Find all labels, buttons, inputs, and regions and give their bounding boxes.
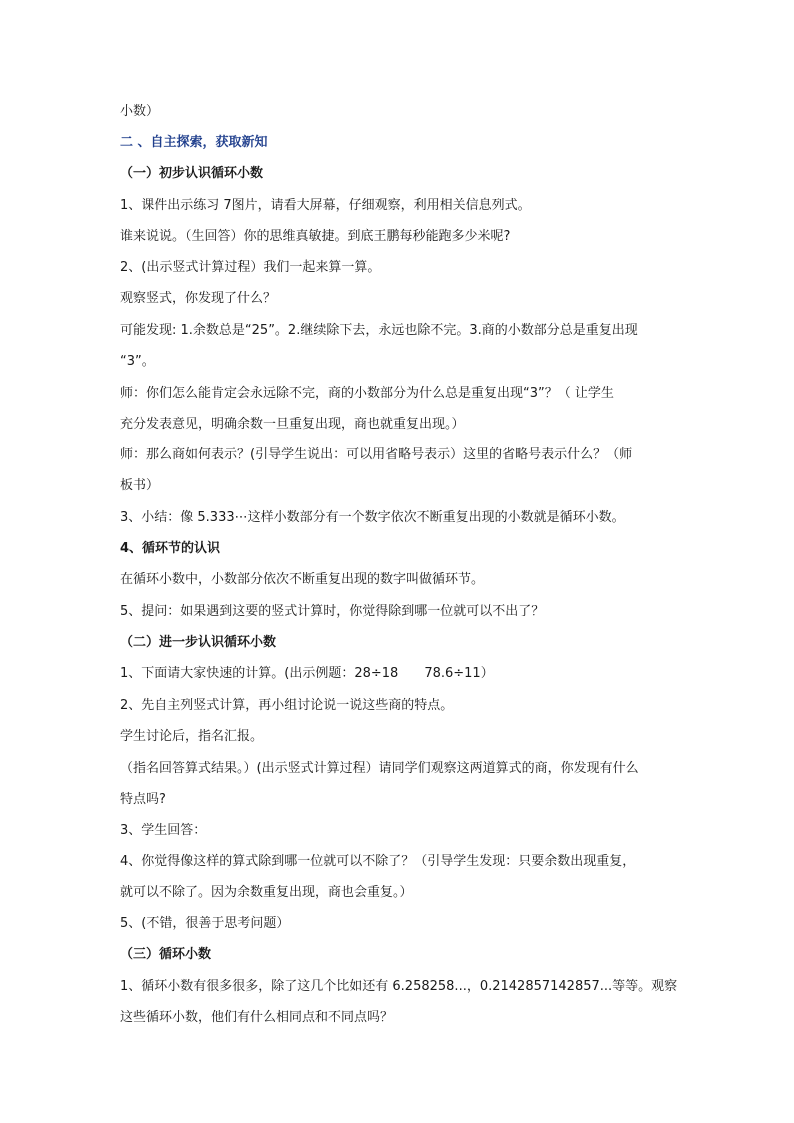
text-line: 就可以不除了。因为余数重复出现，商也会重复。） [120, 885, 413, 900]
text-line: 观察竖式，你发现了什么？ [120, 291, 277, 306]
text-line: 1、课件出示练习 7图片，请看大屏幕，仔细观察，利用相关信息列式。 [120, 198, 531, 213]
text-line: 板书） [120, 478, 160, 493]
text-line: （指名回答算式结果。）(出示竖式计算过程）请同学们观察这两道算式的商，你发现有什么 [120, 761, 639, 776]
subsection-heading: （三）循环小数 [120, 947, 212, 962]
text-line: 学生讨论后，指名汇报。 [120, 729, 264, 744]
subsection-heading: （二）进一步认识循环小数 [120, 635, 277, 650]
text-line: 3、学生回答： [120, 823, 207, 838]
text-segment: 1、下面请大家快速的计算。(出示例题：28÷18 [120, 666, 399, 681]
text-line: 特点吗? [120, 792, 166, 807]
text-line: “3”。 [120, 354, 155, 369]
text-line [120, 665, 680, 683]
text-line: 谁来说说。（生回答）你的思维真敏捷。到底王鹏每秒能跑多少米呢? [120, 229, 511, 244]
text-line: 4、你觉得像这样的算式除到哪一位就可以不除了？（引导学生发现：只要余数出现重复， [120, 854, 636, 869]
text-line: 充分发表意见，明确余数一旦重复出现，商也就重复出现。） [120, 417, 465, 432]
section-heading: 二 、自主探索，获取新知 [120, 135, 268, 150]
text-line: 3、小结：像 5.333⋯这样小数部分有一个数字依次不断重复出现的小数就是循环小数。 [120, 510, 625, 525]
text-line: 可能发现: 1.余数总是“25”。2.继续除下去，永远也除不完。3.商的小数部分总是重复出现 [120, 323, 638, 338]
text-line: 5、(不错，很善于思考问题） [120, 916, 290, 931]
text-line: 5、提问：如果遇到这要的竖式计算时，你觉得除到哪一位就可以不出了？ [120, 604, 545, 619]
text-line: 师：你们怎么能肯定会永远除不完，商的小数部分为什么总是重复出现“3”？（ 让学生 [120, 386, 614, 401]
text-line: 2、(出示竖式计算过程）我们一起来算一算。 [120, 260, 381, 275]
text-line: 师：那么商如何表示？(引导学生说出：可以用省略号表示）这里的省略号表示什么？（师 [120, 447, 633, 462]
text-line: 这些循环小数，他们有什么相同点和不同点吗？ [120, 1010, 394, 1025]
text-line: 小数） [120, 104, 160, 119]
text-line: 1、循环小数有很多很多，除了这几个比如还有 6.258258...，0.2142857142857...等等。观察 [120, 979, 678, 994]
text-line: 在循环小数中，小数部分依次不断重复出现的数字叫做循环节。 [120, 572, 485, 587]
subsection-heading: （一）初步认识循环小数 [120, 166, 264, 181]
text-segment: 78.6÷11） [424, 666, 494, 681]
text-line: 2、先自主列竖式计算，再小组讨论说一说这些商的特点。 [120, 698, 454, 713]
item-heading: 4、循环节的认识 [120, 541, 221, 556]
